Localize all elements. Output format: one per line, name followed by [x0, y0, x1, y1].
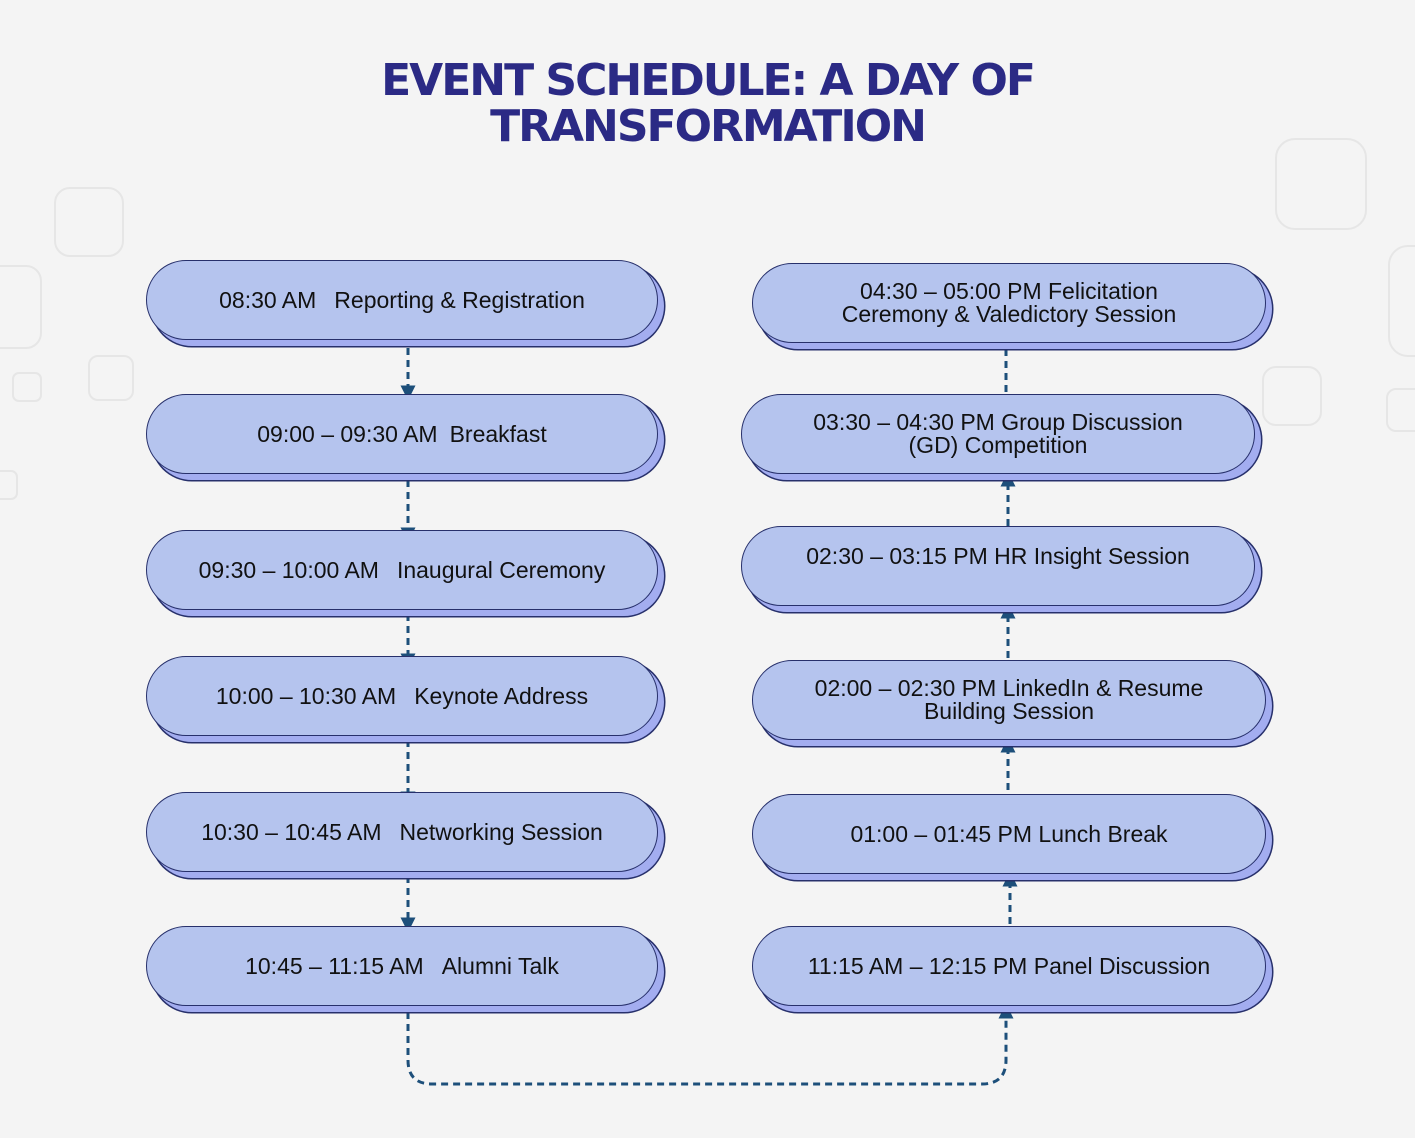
item-activity: Networking Session: [399, 818, 603, 845]
item-text-line-1: 11:15 AM – 12:15 PM Panel Discussion: [807, 952, 1211, 979]
schedule-item-panel: [752, 926, 1266, 1006]
item-text-line-1: 04:30 – 05:00 PM Felicitation: [860, 278, 1158, 304]
item-time: 10:45 – 11:15 AM: [245, 952, 424, 979]
connector-arrow-6: [408, 1008, 1006, 1084]
item-text-line-1: 02:00 – 02:30 PM LinkedIn & Resume: [814, 675, 1204, 701]
item-text-line-1: 03:30 – 04:30 PM Group Discussion: [813, 409, 1183, 435]
schedule-item-networking: [146, 792, 658, 872]
schedule-item-keynote: [146, 656, 658, 736]
item-text-line-1: 01:00 – 01:45 PM Lunch Break: [850, 820, 1168, 847]
schedule-item-inaugural: [146, 530, 658, 610]
schedule-item-lunch: [752, 794, 1266, 874]
item-activity: Breakfast: [449, 420, 547, 447]
item-time: 09:00 – 09:30 AM: [257, 420, 438, 447]
schedule-item-linkedin-resume: [752, 660, 1266, 740]
item-text-line-1: 02:30 – 03:15 PM HR Insight Session: [806, 542, 1190, 569]
item-activity: Keynote Address: [414, 682, 589, 709]
item-time: 08:30 AM: [219, 286, 317, 313]
title-line-2: TRANSFORMATION: [490, 101, 925, 152]
item-activity: Alumni Talk: [441, 952, 559, 979]
item-text-line-2: (GD) Competition: [908, 432, 1088, 458]
schedule-item-breakfast: [146, 394, 658, 474]
item-activity: Reporting & Registration: [334, 286, 585, 313]
title-line-1: EVENT SCHEDULE: A DAY OF: [381, 55, 1034, 106]
schedule-item-registration: [146, 260, 658, 340]
item-time: 09:30 – 10:00 AM: [198, 556, 379, 583]
schedule-item-felicitation: [752, 263, 1266, 343]
item-activity: Inaugural Ceremony: [396, 556, 606, 583]
item-time: 10:00 – 10:30 AM: [215, 682, 397, 709]
schedule-item-group-discussion: [741, 394, 1255, 474]
schedule-item-alumni: [146, 926, 658, 1006]
item-text-line-2: Ceremony & Valedictory Session: [841, 301, 1177, 327]
item-time: 10:30 – 10:45 AM: [201, 818, 382, 845]
schedule-item-hr-insight: [741, 526, 1255, 606]
item-text-line-2: Building Session: [923, 698, 1095, 724]
